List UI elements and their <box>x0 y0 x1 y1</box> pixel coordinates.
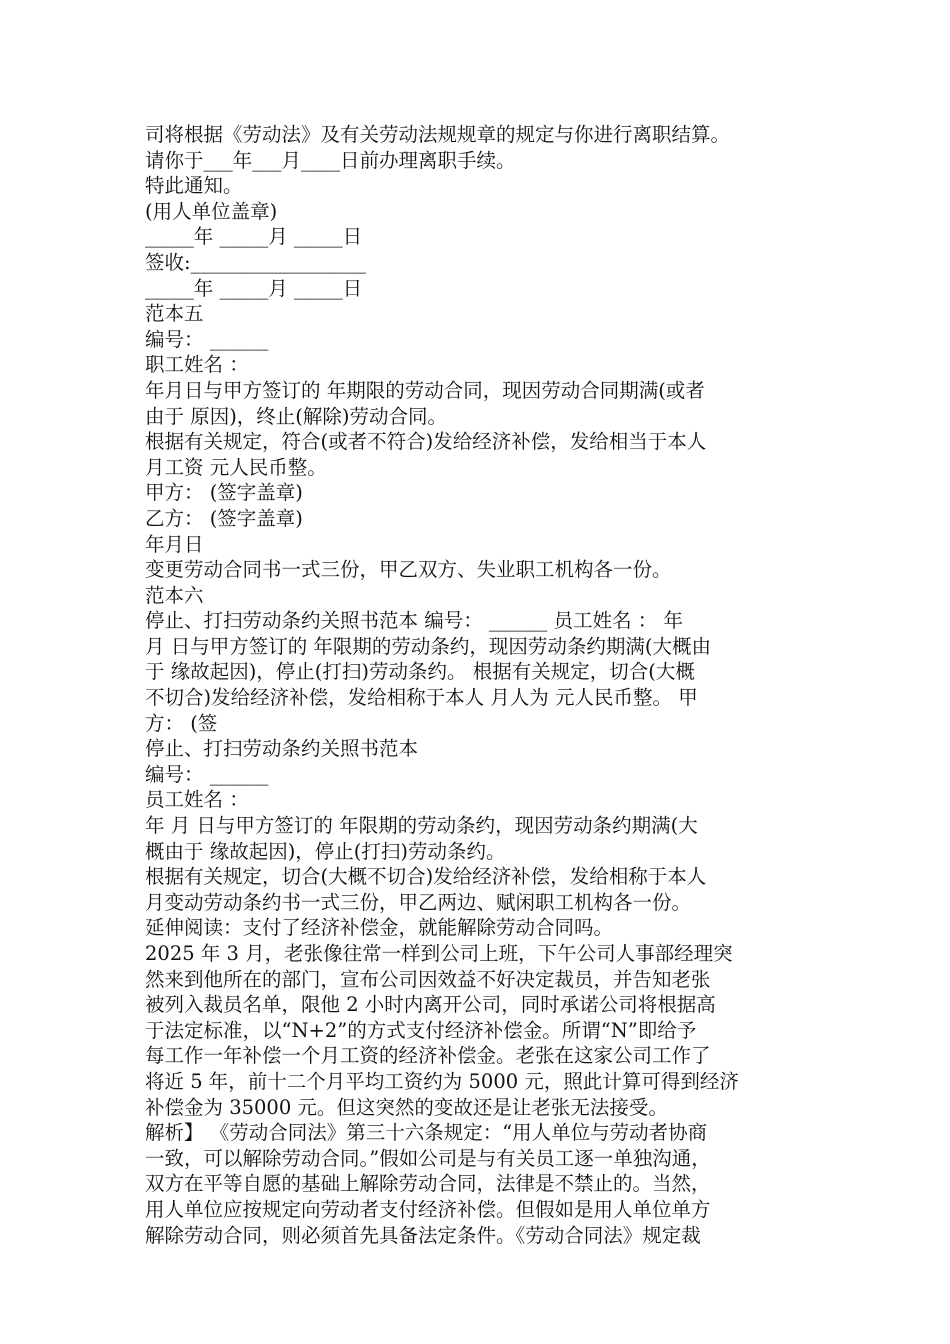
text-line: 签收:__________________ <box>145 250 367 274</box>
text-line: 方： (签 <box>145 711 218 735</box>
section-heading: 范本五 <box>145 302 204 326</box>
text-line: 特此通知。 <box>145 174 243 198</box>
text-line: 变更劳动合同书一式三份，甲乙双方、失业职工机构各一份。 <box>145 558 672 582</box>
text-line: 月变动劳动条约书一式三份，甲乙两边、赋闲职工机构各一份。 <box>145 890 692 914</box>
text-line: 由于 原因)，终止(解除)劳动合同。 <box>145 404 448 428</box>
document-body <box>145 122 825 1248</box>
text-line: _____年 _____月 _____日 <box>145 225 363 249</box>
text-line: 甲方： (签字盖章) <box>145 481 303 505</box>
text-line: 请你于___年___月____日前办理离职手续。 <box>145 148 516 172</box>
text-line: 编号： ______ <box>145 762 269 786</box>
text-line: 司将根据《劳动法》及有关劳动法规规章的规定与你进行离职结算。 <box>145 123 731 146</box>
text-line: 被列入裁员名单，限他 2 小时内离开公司，同时承诺公司将根据高 <box>145 993 716 1017</box>
text-line: (用人单位盖章) <box>145 199 278 223</box>
text-line: 根据有关规定，符合(或者不符合)发给经济补偿，发给相当于本人 <box>145 430 707 454</box>
text-line: 一致，可以解除劳动合同。”假如公司是与有关员工逐一单独沟通， <box>145 1146 711 1170</box>
text-line: 每工作一年补偿一个月工资的经济补偿金。老张在这家公司工作了 <box>145 1044 711 1068</box>
text-line: 然来到他所在的部门，宣布公司因效益不好决定裁员，并告知老张 <box>145 967 711 991</box>
text-line: 员工姓名 ： <box>145 788 249 812</box>
text-line: _____年 _____月 _____日 <box>145 276 363 300</box>
text-line: 乙方： (签字盖章) <box>145 506 303 530</box>
text-line: 延伸阅读：支付了经济补偿金，就能解除劳动合同吗。 <box>145 916 614 940</box>
text-line: 停止、打扫劳动条约关照书范本 <box>145 737 419 761</box>
text-line: 职工姓名 ： <box>145 353 249 377</box>
text-line: 将近 5 年，前十二个月平均工资约为 5000 元，照此计算可得到经济 <box>145 1069 739 1093</box>
text-line: 年 月 日与甲方签订的 年限期的劳动条约，现因劳动条约期满(大 <box>145 814 698 838</box>
text-line: 年月日与甲方签订的 年期限的劳动合同，现因劳动合同期满(或者 <box>145 378 705 402</box>
text-line: 概由于 缘故起因)，停止(打扫)劳动条约。 <box>145 839 506 863</box>
text-line: 根据有关规定，切合(大概不切合)发给经济补偿，发给相称于本人 <box>145 865 707 889</box>
text-line: 于 缘故起因)，停止(打扫)劳动条约。 根据有关规定，切合(大概 <box>145 660 695 684</box>
text-line: 编号： ______ <box>145 327 269 351</box>
text-line: 于法定标准，以“N+2”的方式支付经济补偿金。所谓“N”即给予 <box>145 1018 697 1042</box>
text-line: 年月日 <box>145 532 204 556</box>
text-line: 不切合)发给经济补偿，发给相称于本人 月人为 元人民币整。 甲 <box>145 686 698 710</box>
text-line: 月 日与甲方签订的 年限期的劳动条约，现因劳动条约期满(大概由 <box>145 634 712 658</box>
text-line: 补偿金为 35000 元。但这突然的变故还是让老张无法接受。 <box>145 1095 668 1119</box>
text-line: 2025 年 3 月，老张像往常一样到公司上班，下午公司人事部经理突 <box>145 942 733 965</box>
text-line: 双方在平等自愿的基础上解除劳动合同，法律是不禁止的。当然， <box>145 1172 711 1196</box>
text-line: 月工资 元人民币整。 <box>145 455 327 479</box>
text-line: 解析】 《劳动合同法》第三十六条规定：“用人单位与劳动者协商 <box>145 1121 708 1145</box>
text-line: 用人单位应按规定向劳动者支付经济补偿。但假如是用人单位单方 <box>145 1197 711 1221</box>
section-heading: 范本六 <box>145 583 204 607</box>
text-line: 停止、打扫劳动条约关照书范本 编号： ______ 员工姓名 ： 年 <box>145 609 683 633</box>
text-line: 解除劳动合同，则必须首先具备法定条件。《劳动合同法》规定裁 <box>145 1223 701 1247</box>
